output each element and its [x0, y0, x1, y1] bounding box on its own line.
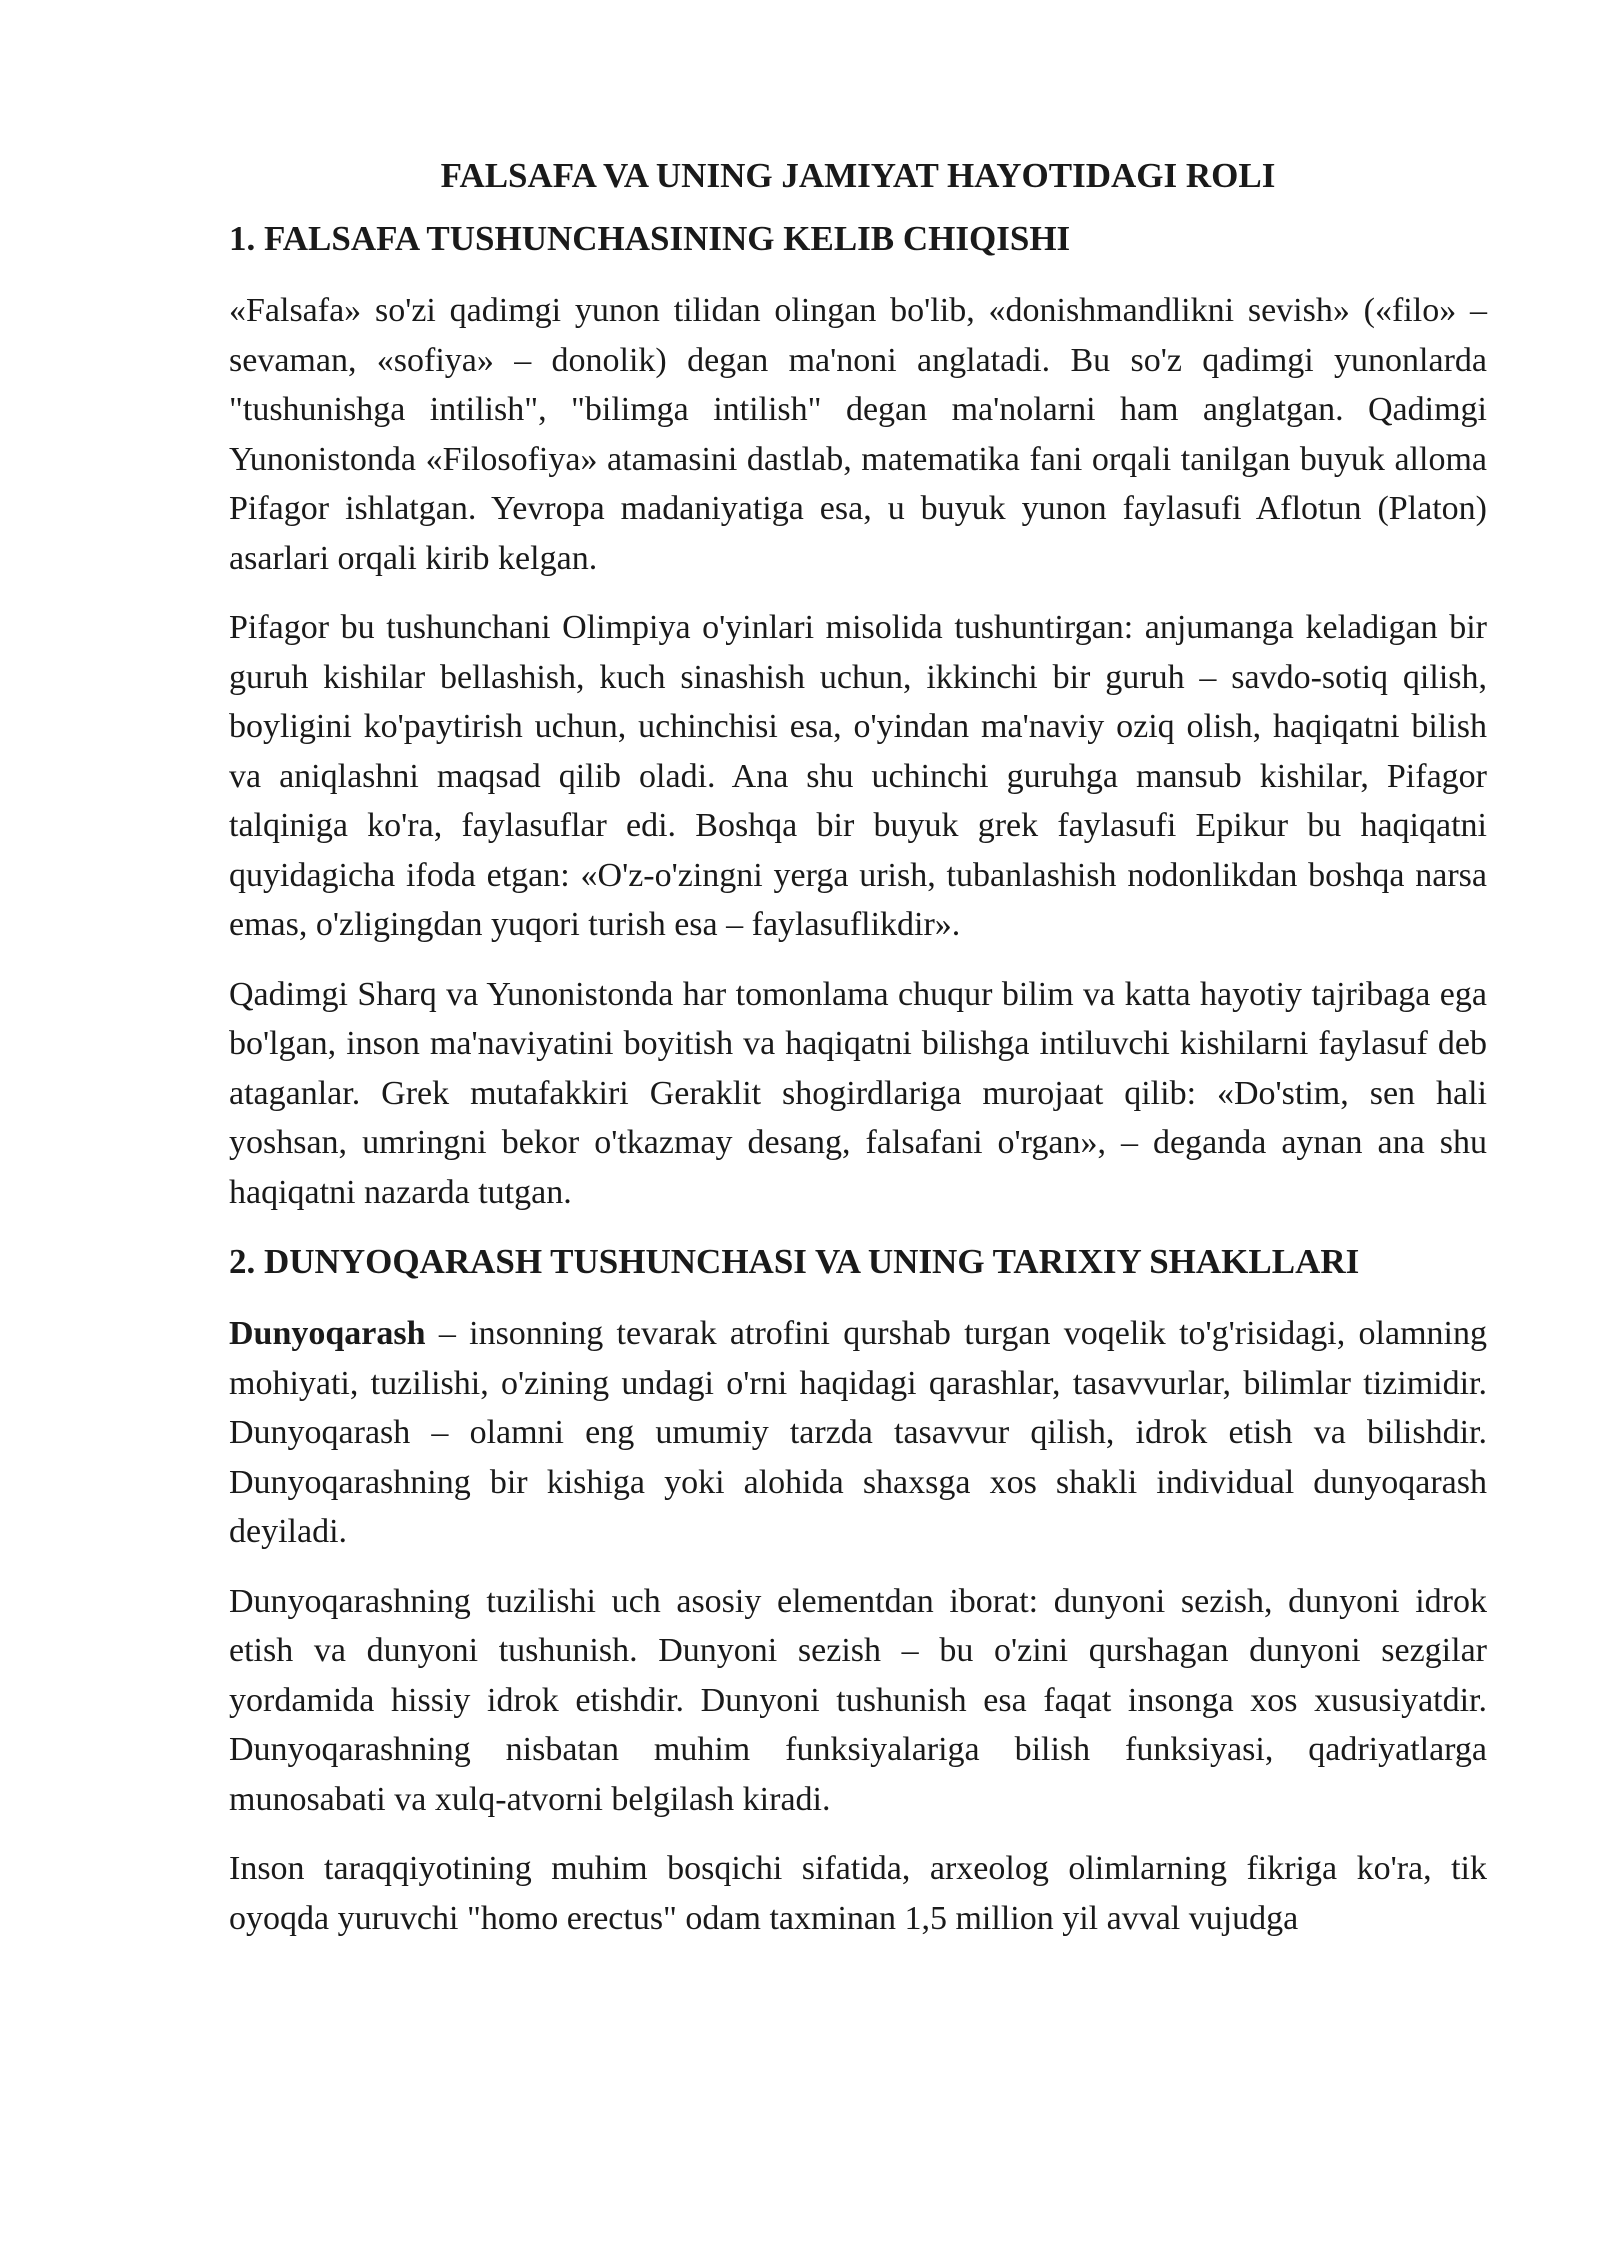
- section-1: [229, 214, 1487, 1217]
- definition-text: – insonning tevarak atrofini qurshab turgan voqelik to'g'risidagi, olamning mohiyati, tuzilishi, o'zining undagi o'rni haqidagi qarashlar, tasavvurlar, bilimlar tizimidir. Dunyoqarash – olamni eng umumiy tarzda tasavvur qilish, idrok etish va bilishdir. Dunyoqarashning bir kishiga yoki alohida shaxsga xos shakli individual dunyoqarash deyiladi.: [229, 1315, 1487, 1550]
- paragraph: Dunyoqarashning tuzilishi uch asosiy elementdan iborat: dunyoni sezish, dunyoni idrok etish va dunyoni tushunish. Dunyoni sezish – bu o'zini qurshagan dunyoni sezgilar yordamida hissiy idrok etishdir. Dunyoni tushunish esa faqat insonga xos xususiyatdir. Dunyoqarashning nisbatan muhim funksiyalariga bilish funksiyasi, qadriyatlarga munosabati va xulq-atvorni belgilash kiradi.: [229, 1582, 1487, 1818]
- paragraph: Pifagor bu tushunchani Olimpiya o'yinlari misolida tushuntirgan: anjumanga keladigan bir guruh kishilar bellashish, kuch sinashish uchun, ikkinchi bir guruh – savdo-sotiq qilish, boyligini ko'paytirish uchun, uchinchisi esa, o'yindan ma'naviy oziq olish, haqiqatni bilish va aniqlashni maqsad qilib oladi. Ana shu uchinchi guruhga mansub kishilar, Pifagor talqiniga ko'ra, faylasuflar edi. Boshqa bir buyuk grek faylasufi Epikur bu haqiqatni quyidagicha ifoda etgan: «O'z-o'zingni yerga urish, tubanlashish nodonlikdan boshqa narsa emas, o'zligingdan yuqori turish esa – faylasuflikdir».: [229, 609, 1487, 943]
- paragraph: «Falsafa» so'zi qadimgi yunon tilidan olingan bo'lib, «donishmandlikni sevish» («filo» – sevaman, «sofiya» – donolik) degan ma'noni anglatadi. Bu so'z qadimgi yunonlarda "tushunishga intilish", "bilimga intilish" degan ma'nolarni ham anglatgan. Qadimgi Yunonistonda «Filosofiya» atamasini dastlab, matematika fani orqali tanilgan buyuk alloma Pifagor ishlatgan. Yevropa madaniyatiga esa, u buyuk yunon faylasufi Aflotun (Platon) asarlari orqali kirib kelgan.: [229, 292, 1487, 577]
- paragraph: Inson taraqqiyotining muhim bosqichi sifatida, arxeolog olimlarning fikriga ko'ra, tik oyoqda yuruvchi "homo erectus" odam taxminan 1,5 million yil avval vujudga: [229, 1850, 1487, 1937]
- section-heading: 1. FALSAFA TUSHUNCHASINING KELIB CHIQISHI: [229, 219, 1071, 258]
- defined-term: Dunyoqarash: [229, 1315, 426, 1352]
- section-heading: 2. DUNYOQARASH TUSHUNCHASI VA UNING TARIXIY SHAKLLARI: [229, 1242, 1360, 1281]
- paragraph: Qadimgi Sharq va Yunonistonda har tomonlama chuqur bilim va katta hayotiy tajribaga ega bo'lgan, inson ma'naviyatini boyitish va haqiqatni bilishga intiluvchi kishilarni faylasuf deb ataganlar. Grek mutafakkiri Geraklit shogirdlariga murojaat qilib: «Do'stim, sen hali yoshsan, umringni bekor o'tkazmay desang, falsafani o'rgan», – deganda aynan ana shu haqiqatni nazarda tutgan.: [229, 975, 1487, 1211]
- definition-paragraph: [229, 1309, 1487, 1557]
- document-content: [229, 148, 1487, 1963]
- section-2: [229, 1237, 1487, 1943]
- document-title: FALSAFA VA UNING JAMIYAT HAYOTIDAGI ROLI: [440, 156, 1276, 195]
